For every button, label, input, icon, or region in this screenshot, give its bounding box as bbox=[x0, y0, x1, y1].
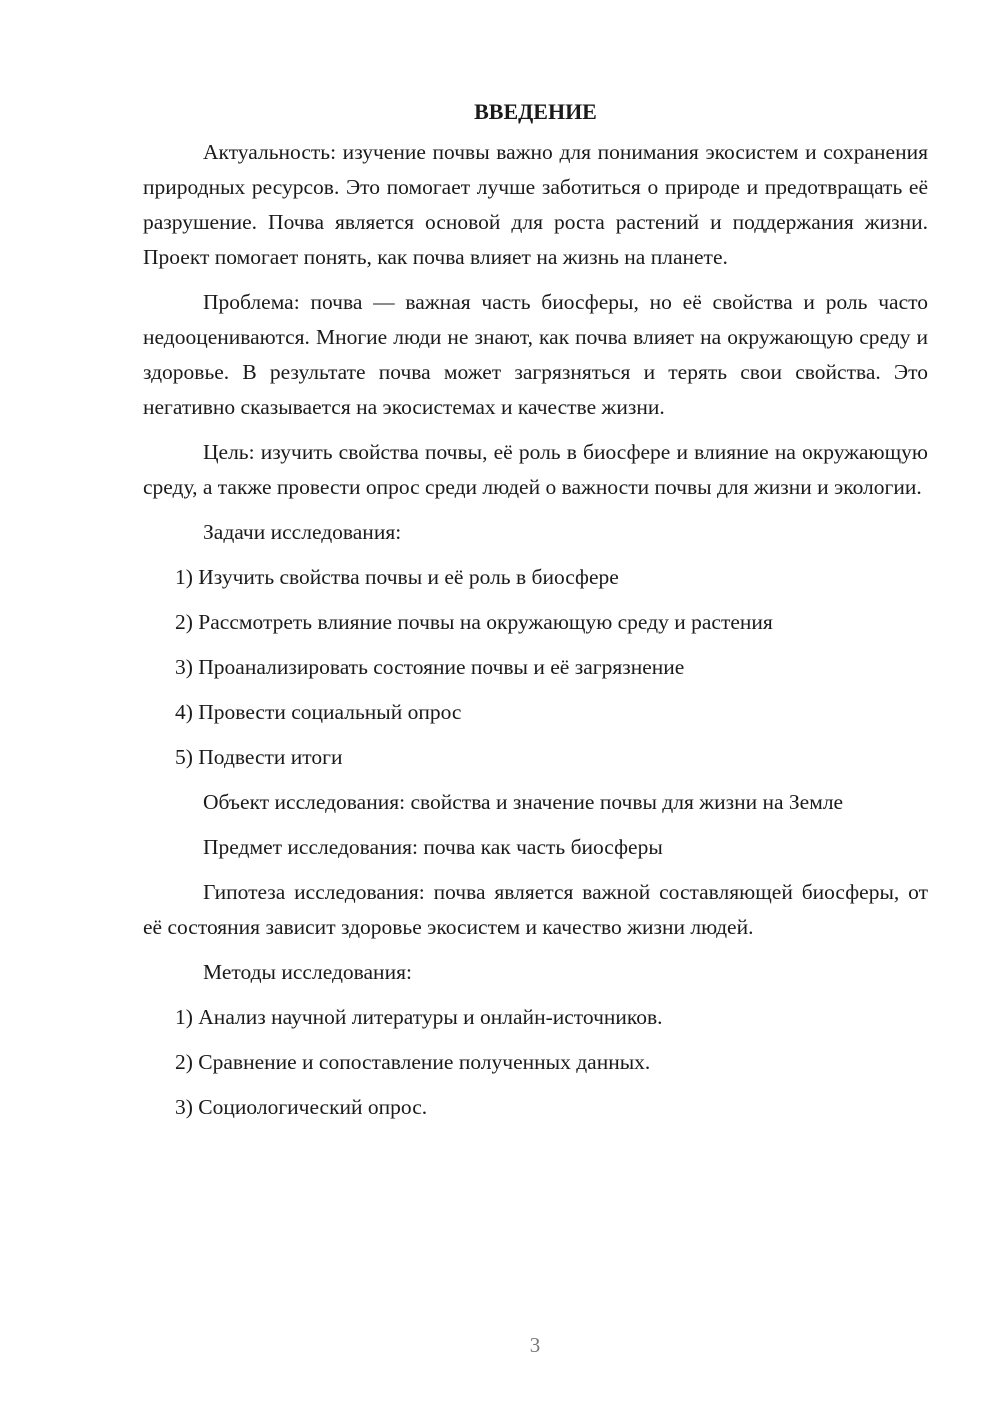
page-number: 3 bbox=[529, 1333, 541, 1357]
problem-paragraph: Проблема: почва — важная часть биосферы, но её свойства и роль часто недооцениваются. Многие люди не знают, как почва влияет на окружающую среду и здоровье. В результате почва может загрязняться и терять свои свойства. Это негативно сказывается на экосистемах и качестве жизни. bbox=[143, 290, 928, 419]
task-item: 5) Подвести итоги bbox=[175, 745, 343, 769]
hypothesis-paragraph: Гипотеза исследования: почва является важной составляющей биосферы, от её состояния зависит здоровье экосистем и качество жизни людей. bbox=[143, 880, 928, 939]
tasks-list bbox=[143, 560, 928, 775]
methods-list bbox=[143, 1000, 928, 1125]
task-item: 1) Изучить свойства почвы и её роль в биосфере bbox=[175, 565, 619, 589]
tasks-heading: Задачи исследования: bbox=[203, 520, 402, 544]
document-page bbox=[143, 94, 928, 1135]
section-title: ВВЕДЕНИЕ bbox=[474, 99, 597, 124]
method-item: 2) Сравнение и сопоставление полученных данных. bbox=[175, 1050, 651, 1074]
relevance-paragraph: Актуальность: изучение почвы важно для понимания экосистем и сохранения природных ресурсов. Это помогает лучше заботиться о природе и предотвращать её разрушение. Почва является основой для роста растений и поддержания жизни. Проект помогает понять, как почва влияет на жизнь на планете. bbox=[143, 140, 928, 269]
method-item: 1) Анализ научной литературы и онлайн-источников. bbox=[175, 1005, 663, 1029]
subject-paragraph: Предмет исследования: почва как часть биосферы bbox=[203, 835, 663, 859]
task-item: 3) Проанализировать состояние почвы и её загрязнение bbox=[175, 655, 685, 679]
object-paragraph: Объект исследования: свойства и значение почвы для жизни на Земле bbox=[203, 790, 844, 814]
task-item: 4) Провести социальный опрос bbox=[175, 700, 462, 724]
goal-paragraph: Цель: изучить свойства почвы, её роль в биосфере и влияние на окружающую среду, а также провести опрос среди людей о важности почвы для жизни и экологии. bbox=[143, 440, 928, 499]
methods-heading: Методы исследования: bbox=[203, 960, 412, 984]
method-item: 3) Социологический опрос. bbox=[175, 1095, 428, 1119]
task-item: 2) Рассмотреть влияние почвы на окружающую среду и растения bbox=[175, 610, 773, 634]
